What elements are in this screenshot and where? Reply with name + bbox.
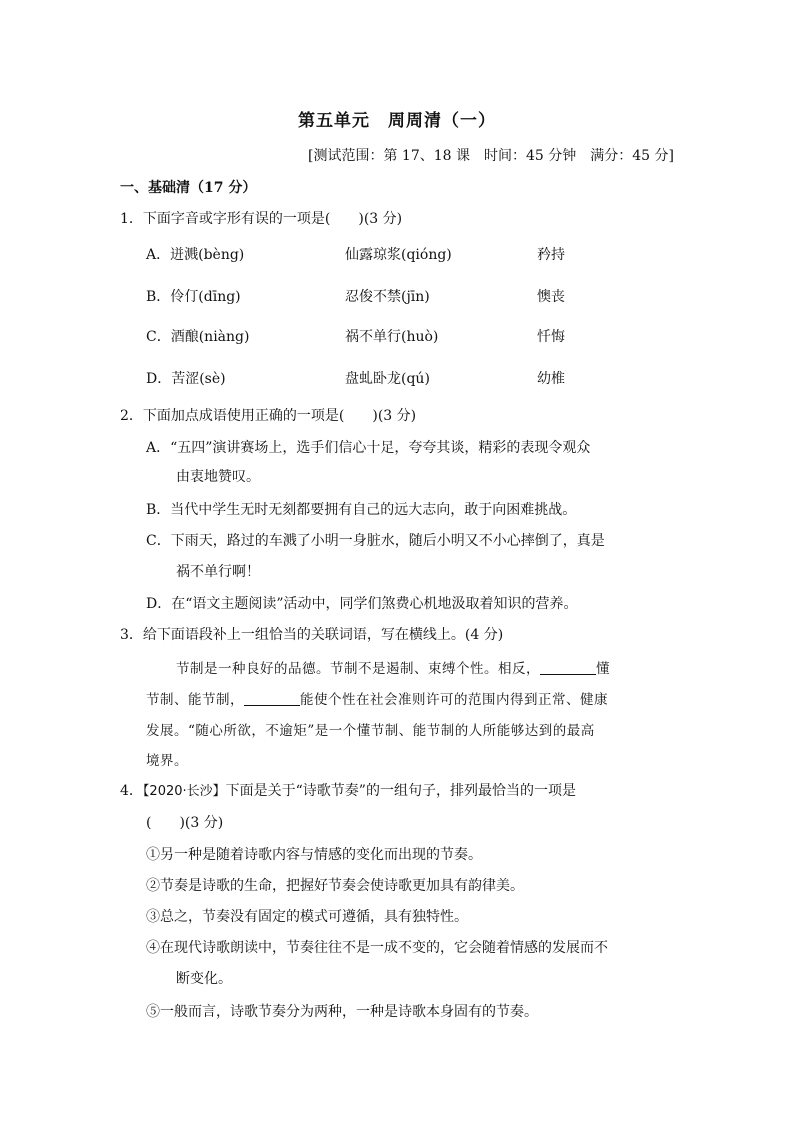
section-title-basics: 一、基础清（17 分） xyxy=(120,180,257,196)
q3-passage-line-2 xyxy=(146,688,608,708)
q2-option-c: C．下雨天，路过的车溅了小明一身脏水，随后小明又不小心摔倒了，真是 xyxy=(146,533,605,549)
q1-option-d-col2: 盘虬卧龙(qú) xyxy=(345,371,430,387)
q1-option-a-col3: 矜持 xyxy=(537,247,565,263)
q1-option-c-col3: 忏悔 xyxy=(537,329,565,345)
q4-sentence-4-cont: 断变化。 xyxy=(176,971,232,987)
question-1-stem: 1．下面字音或字形有误的一项是( )(3 分) xyxy=(120,211,403,227)
q1-option-b-col1: B．伶仃(dīng) xyxy=(146,289,241,305)
q4-sentence-4: ④在现代诗歌朗读中，节奏往往不是一成不变的，它会随着情感的发展而不 xyxy=(146,940,608,956)
q4-stem-cont: ( )(3 分) xyxy=(146,815,224,831)
q1-option-d-col3: 幼椎 xyxy=(537,371,565,387)
question-2-stem: 2．下面加点成语使用正确的一项是( )(3 分) xyxy=(120,408,417,424)
q3-blank-2[interactable] xyxy=(244,691,300,706)
q1-option-b-col2: 忍俊不禁(jīn) xyxy=(345,289,430,305)
page-title: 第五单元 周周清（一） xyxy=(298,111,496,131)
q4-number: 4． xyxy=(120,783,143,799)
q1-option-b-col3: 懊丧 xyxy=(537,289,565,305)
q4-sentence-2: ②节奏是诗歌的生命，把握好节奏会使诗歌更加具有韵律美。 xyxy=(146,878,524,894)
q1-option-d-col1: D．苦涩(sè) xyxy=(146,371,226,387)
q3-passage-text: 能使个性在社会准则许可的范围内得到正常、健康 xyxy=(300,692,608,708)
q1-option-c-col2: 祸不单行(huò) xyxy=(345,329,439,345)
q2-option-a: A．“五四”演讲赛场上，选手们信心十足，夸夸其谈，精彩的表现令观众 xyxy=(146,440,591,456)
q1-option-a-col2: 仙露琼浆(qióng) xyxy=(345,247,452,263)
q4-sentence-3: ③总之，节奏没有固定的模式可遵循，具有独特性。 xyxy=(146,909,468,925)
q2-option-a-cont: 由衷地赞叹。 xyxy=(176,469,260,485)
q4-stem-text: 下面是关于“诗歌节奏”的一组句子，排列最恰当的一项是 xyxy=(225,783,576,799)
question-3-stem: 3．给下面语段补上一组恰当的关联词语，写在横线上。(4 分) xyxy=(120,627,504,643)
q2-option-d: D．在“语文主题阅读”活动中，同学们煞费心机地汲取着知识的营养。 xyxy=(146,596,578,612)
q4-sentence-5: ⑤一般而言，诗歌节奏分为两种，一种是诗歌本身固有的节奏。 xyxy=(146,1004,538,1020)
test-scope-info: [测试范围：第 17、18 课 时间：45 分钟 满分：45 分] xyxy=(308,148,674,164)
q3-passage-text: 节制、能节制， xyxy=(146,692,244,708)
q1-option-c-col1: C．酒酿(niàng) xyxy=(146,329,250,345)
q3-passage-line-1 xyxy=(176,657,610,677)
q1-option-a-col1: A．迸溅(bèng) xyxy=(146,247,245,263)
q3-passage-text: 懂 xyxy=(596,661,610,677)
q4-sentence-1: ①另一种是随着诗歌内容与情感的变化而出现的节奏。 xyxy=(146,847,482,863)
q3-passage-text: 节制是一种良好的品德。节制不是遏制、束缚个性。相反， xyxy=(176,661,540,677)
question-4-stem xyxy=(120,780,576,800)
q3-blank-1[interactable] xyxy=(540,660,596,675)
q2-option-b: B．当代中学生无时无刻都要拥有自己的远大志向，敢于向困难挑战。 xyxy=(146,502,577,518)
q4-source-tag: 【2020·长沙】 xyxy=(142,784,226,799)
q3-passage-line-3: 发展。“随心所欲，不逾矩”是一个懂节制、能节制的人所能够达到的最高 xyxy=(146,723,595,739)
q3-passage-line-4: 境界。 xyxy=(146,753,188,769)
q2-option-c-cont: 祸不单行啊！ xyxy=(176,564,260,580)
